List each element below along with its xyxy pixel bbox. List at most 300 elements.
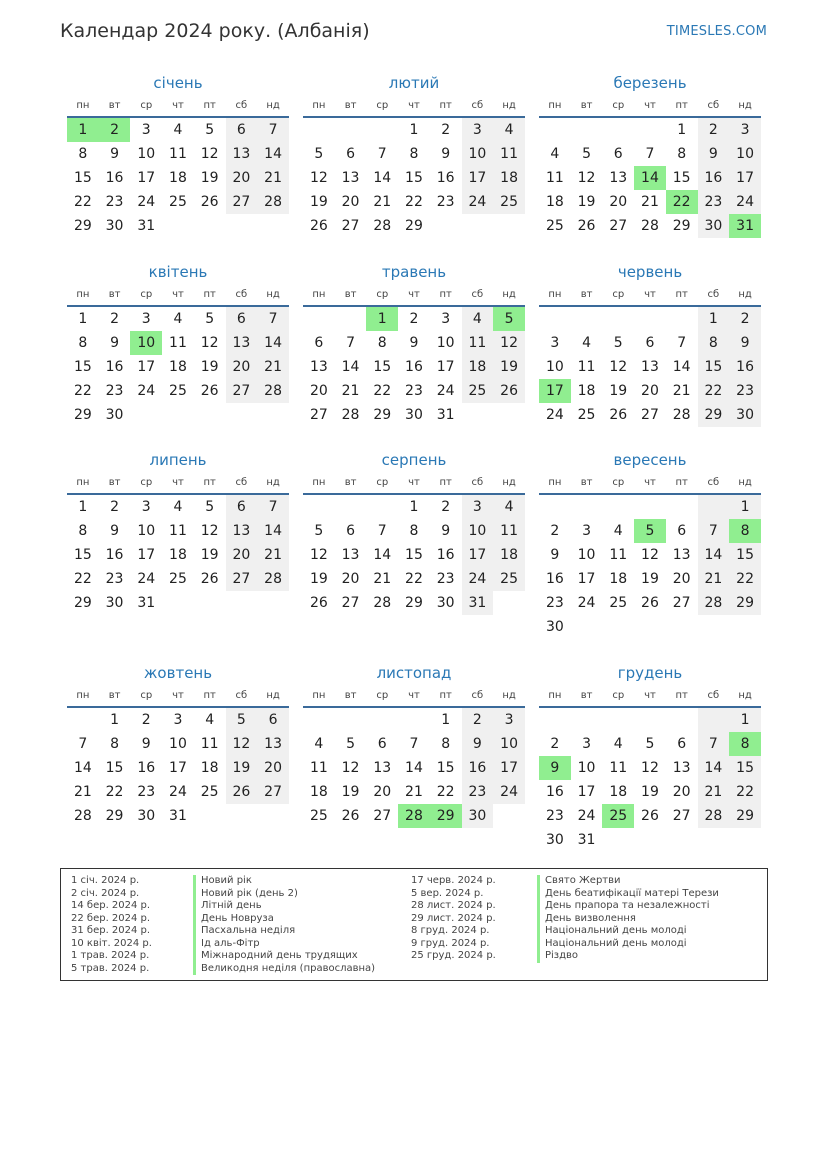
day-cell: 4 [205,712,215,728]
day-cell: 25 [309,808,328,824]
day-cell: 12 [309,547,328,563]
day-grid [303,307,525,427]
day-cell: 24 [577,808,596,824]
day-cell: 3 [141,122,151,138]
month-block [67,72,289,238]
day-cell: 26 [341,808,360,824]
day-cell: 31 [137,218,156,234]
day-cell: 1 [698,307,730,331]
day-cell: 15 [373,359,392,375]
legend-date: 14 бер. 2024 р. [71,900,151,911]
weekday-label: нд [266,689,280,701]
day-cell: 9 [462,732,494,756]
legend-date: 1 трав. 2024 р. [71,950,150,961]
day-cell: 12 [341,760,360,776]
legend-holiday-name: День Новруза [193,913,375,926]
day-cell: 10 [137,523,156,539]
weekday-label: пт [675,476,688,488]
day-cell: 14 [257,331,289,355]
day-cell: 1 [78,311,88,327]
day-cell: 6 [677,736,687,752]
holiday-day-cell: 31 [729,214,761,238]
day-cell: 17 [577,784,596,800]
day-cell: 4 [462,307,494,331]
day-cell: 16 [436,170,455,186]
day-cell: 28 [373,218,392,234]
month-name: листопад [376,664,452,682]
day-cell: 13 [672,547,691,563]
day-cell: 6 [257,708,289,732]
day-cell: 30 [105,595,124,611]
day-cell: 2 [550,736,560,752]
day-cell: 4 [582,335,592,351]
month-name: грудень [617,664,683,682]
day-cell: 8 [409,523,419,539]
day-cell: 4 [613,523,623,539]
weekday-label: ср [612,288,625,300]
day-cell: 21 [373,571,392,587]
day-cell: 12 [641,547,659,563]
day-cell: 24 [462,190,494,214]
day-cell: 30 [405,407,423,423]
day-cell: 24 [137,194,156,210]
day-cell: 23 [105,571,124,587]
weekday-label: нд [502,476,516,488]
day-cell: 21 [405,784,423,800]
weekday-label: чт [408,99,420,111]
day-cell: 19 [609,383,628,399]
weekday-label: вт [580,476,593,488]
day-cell: 4 [493,495,525,519]
day-cell: 25 [169,383,187,399]
day-cell: 28 [698,591,730,615]
weekday-label: вт [344,288,357,300]
weekday-header [303,283,525,307]
weekday-header [303,94,525,118]
legend-holiday-name: Новий рік (день 2) [193,888,375,901]
day-cell: 2 [141,712,151,728]
day-cell: 13 [341,547,360,563]
day-cell: 14 [257,519,289,543]
day-cell: 24 [137,383,156,399]
weekday-label: пт [675,99,688,111]
day-cell: 25 [609,595,628,611]
legend-holiday-name: Великодня неділя (православна) [193,963,375,976]
day-cell: 28 [257,567,289,591]
day-cell: 26 [200,194,219,210]
day-cell: 11 [609,547,628,563]
day-cell: 23 [105,194,124,210]
holiday-day-cell: 8 [729,732,761,756]
empty-cell [303,708,335,732]
legend-date: 29 лист. 2024 р. [411,912,496,924]
day-cell: 9 [441,146,451,162]
empty-cell [666,307,698,331]
weekday-label: нд [502,689,516,701]
weekday-label: нд [266,99,280,111]
day-cell: 7 [698,519,730,543]
page-title: Календар 2024 року. (Албанія) [60,20,370,42]
weekday-label: чт [644,689,656,701]
legend-date: 8 груд. 2024 р. [411,925,490,936]
day-cell: 23 [436,194,455,210]
day-cell: 31 [577,832,596,848]
empty-cell [335,708,367,732]
day-cell: 10 [577,547,596,563]
day-cell: 21 [698,567,730,591]
empty-cell [571,708,603,732]
day-cell: 17 [137,359,156,375]
empty-cell [335,118,367,142]
day-cell: 13 [309,359,328,375]
day-cell: 14 [373,547,392,563]
day-cell: 17 [436,359,455,375]
day-cell: 12 [200,146,219,162]
empty-cell [67,708,99,732]
day-cell: 9 [441,523,451,539]
month-name: жовтень [143,664,213,682]
legend-holiday-name: День беатифікації матері Терези [537,888,719,901]
weekday-label: пт [439,689,452,701]
weekday-label: сб [471,99,484,111]
day-cell: 6 [226,495,258,519]
day-cell: 5 [645,736,655,752]
day-cell: 18 [169,547,187,563]
weekday-header [539,283,761,307]
day-cell: 23 [405,383,423,399]
weekday-header [539,684,761,708]
day-cell: 10 [577,760,596,776]
day-cell: 27 [373,808,392,824]
day-cell: 17 [169,760,187,776]
day-cell: 13 [226,331,258,355]
weekday-label: нд [738,99,752,111]
day-cell: 9 [550,547,560,563]
legend-holiday-name: Літній день [193,900,375,913]
weekday-label: вт [344,99,357,111]
day-cell: 26 [609,407,628,423]
day-cell: 23 [105,383,124,399]
day-cell: 5 [314,523,324,539]
day-cell: 15 [698,355,730,379]
day-cell: 10 [729,142,761,166]
legend-holiday-name: День визволення [537,913,719,926]
day-cell: 22 [436,784,455,800]
day-cell: 17 [729,166,761,190]
day-cell: 14 [373,170,392,186]
weekday-label: пн [76,99,90,111]
weekday-label: пт [203,476,216,488]
legend-holiday-name: День прапора та незалежності [537,900,719,913]
day-cell: 9 [110,146,120,162]
weekday-label: чт [408,288,420,300]
legend-date: 5 трав. 2024 р. [71,962,150,974]
day-cell: 23 [462,780,494,804]
month-block [67,662,289,828]
day-cell: 11 [169,146,187,162]
day-cell: 2 [110,311,120,327]
weekday-label: ср [140,689,153,701]
day-cell: 8 [441,736,451,752]
weekday-label: вт [580,689,593,701]
holiday-day-cell: 5 [634,519,666,543]
day-cell: 7 [409,736,419,752]
empty-cell [539,495,571,519]
weekday-label: чт [172,99,184,111]
legend-holiday-name: Пасхальна неділя [193,925,375,938]
weekday-label: нд [266,288,280,300]
day-cell: 25 [577,407,596,423]
weekday-label: пн [312,288,326,300]
day-cell: 28 [641,218,659,234]
day-cell: 5 [613,335,623,351]
empty-cell [634,708,666,732]
weekday-label: вт [108,689,121,701]
day-cell: 11 [462,331,494,355]
day-cell: 3 [550,335,560,351]
holiday-day-cell: 29 [430,804,462,828]
day-cell: 27 [341,218,360,234]
day-cell: 13 [672,760,691,776]
day-cell: 29 [73,218,92,234]
weekday-label: нд [738,689,752,701]
day-cell: 11 [493,519,525,543]
day-cell: 6 [613,146,623,162]
holiday-day-cell: 10 [130,331,162,355]
day-cell: 18 [545,194,564,210]
day-cell: 21 [698,780,730,804]
weekday-label: нд [266,476,280,488]
day-cell: 7 [257,307,289,331]
day-cell: 17 [577,571,596,587]
day-cell: 19 [200,547,219,563]
day-cell: 20 [226,355,258,379]
day-cell: 16 [137,760,156,776]
day-grid [539,708,761,852]
weekday-label: пн [548,476,562,488]
month-name: вересень [613,451,687,469]
day-cell: 3 [582,523,592,539]
day-cell: 26 [200,571,219,587]
month-block [303,72,525,238]
day-cell: 14 [672,359,691,375]
weekday-label: чт [172,288,184,300]
day-cell: 28 [698,804,730,828]
day-cell: 21 [373,194,392,210]
day-cell: 18 [169,359,187,375]
day-cell: 27 [672,595,691,611]
day-cell: 16 [545,784,564,800]
day-cell: 11 [577,359,596,375]
day-cell: 6 [226,118,258,142]
weekday-label: ср [376,99,389,111]
day-cell: 10 [137,146,156,162]
weekday-label: пн [548,689,562,701]
day-cell: 2 [441,499,451,515]
day-cell: 30 [545,832,564,848]
day-cell: 10 [436,335,455,351]
month-name: липень [149,451,207,469]
day-cell: 26 [641,808,659,824]
day-cell: 20 [226,543,258,567]
day-cell: 3 [441,311,451,327]
day-cell: 29 [105,808,124,824]
day-cell: 13 [226,142,258,166]
holiday-day-cell: 22 [666,190,698,214]
legend-date: 1 січ. 2024 р. [71,875,140,886]
day-cell: 29 [373,407,392,423]
day-cell: 13 [641,359,659,375]
day-cell: 3 [493,708,525,732]
day-cell: 22 [405,194,423,210]
day-cell: 22 [373,383,392,399]
day-cell: 28 [373,595,392,611]
day-cell: 18 [200,760,219,776]
day-cell: 17 [462,543,494,567]
day-cell: 19 [493,355,525,379]
day-cell: 20 [672,571,691,587]
legend-date: 22 бер. 2024 р. [71,912,151,924]
day-cell: 15 [73,547,92,563]
day-grid [67,708,289,828]
day-cell: 10 [462,142,494,166]
day-cell: 13 [609,170,628,186]
day-cell: 18 [493,166,525,190]
day-cell: 19 [641,571,659,587]
day-cell: 9 [110,335,120,351]
day-cell: 24 [436,383,455,399]
weekday-label: ср [140,288,153,300]
day-cell: 27 [341,595,360,611]
weekday-label: вт [108,476,121,488]
day-cell: 31 [462,591,494,615]
day-cell: 24 [462,567,494,591]
month-block [539,261,761,427]
weekday-label: сб [235,288,248,300]
weekday-label: ср [612,99,625,111]
empty-cell [366,708,398,732]
day-cell: 27 [226,567,258,591]
day-cell: 27 [609,218,628,234]
weekday-label: вт [344,476,357,488]
day-cell: 8 [78,335,88,351]
day-cell: 1 [409,499,419,515]
legend-date: 31 бер. 2024 р. [71,925,151,936]
day-cell: 26 [226,780,258,804]
day-cell: 19 [200,359,219,375]
weekday-label: ср [612,476,625,488]
month-block [539,72,761,238]
weekday-label: пт [203,99,216,111]
day-cell: 23 [698,190,730,214]
day-grid [67,307,289,427]
month-block [303,662,525,828]
day-cell: 30 [137,808,156,824]
day-cell: 2 [441,122,451,138]
empty-cell [539,708,571,732]
day-cell: 28 [257,379,289,403]
weekday-label: пн [548,99,562,111]
day-cell: 19 [641,784,659,800]
day-cell: 18 [609,571,628,587]
month-block [303,261,525,427]
month-block [67,261,289,427]
day-cell: 19 [309,194,328,210]
day-cell: 21 [257,543,289,567]
day-cell: 18 [169,170,187,186]
day-cell: 20 [309,383,328,399]
day-cell: 26 [577,218,596,234]
day-cell: 4 [173,122,183,138]
legend-holiday-name: Національний день молоді [537,938,719,951]
day-cell: 5 [314,146,324,162]
legend-date: 17 черв. 2024 р. [411,875,496,886]
day-cell: 9 [141,736,151,752]
holiday-day-cell: 17 [539,379,571,403]
legend-date: 28 лист. 2024 р. [411,900,496,911]
day-cell: 8 [677,146,687,162]
day-cell: 14 [698,543,730,567]
day-cell: 15 [436,760,455,776]
day-cell: 3 [141,499,151,515]
day-cell: 25 [493,567,525,591]
day-cell: 3 [462,118,494,142]
day-cell: 25 [545,218,564,234]
day-cell: 25 [493,190,525,214]
day-cell: 15 [105,760,124,776]
day-cell: 23 [436,571,455,587]
holiday-day-cell: 9 [539,756,571,780]
day-cell: 24 [137,571,156,587]
holiday-day-cell: 2 [99,118,131,142]
day-grid [539,307,761,427]
holiday-day-cell: 25 [602,804,634,828]
weekday-label: сб [235,99,248,111]
day-cell: 28 [672,407,691,423]
day-cell: 14 [257,142,289,166]
empty-cell [602,495,634,519]
day-cell: 22 [729,780,761,804]
day-cell: 21 [341,383,360,399]
site-link[interactable]: TIMESLES.COM [666,24,767,39]
day-cell: 8 [110,736,120,752]
day-grid [539,495,761,639]
weekday-label: сб [707,689,720,701]
day-cell: 12 [493,331,525,355]
day-cell: 12 [200,335,219,351]
day-cell: 27 [226,190,258,214]
day-cell: 11 [169,335,187,351]
day-cell: 15 [672,170,691,186]
day-cell: 29 [729,591,761,615]
legend-date: 9 груд. 2024 р. [411,937,490,949]
weekday-header [303,471,525,495]
weekday-header [67,283,289,307]
day-cell: 24 [493,780,525,804]
day-cell: 12 [226,732,258,756]
day-cell: 16 [729,355,761,379]
day-cell: 27 [257,780,289,804]
day-cell: 18 [493,543,525,567]
day-cell: 30 [698,214,730,238]
day-cell: 17 [137,547,156,563]
holiday-day-cell: 1 [67,118,99,142]
day-cell: 12 [309,170,328,186]
day-cell: 7 [257,495,289,519]
holiday-day-cell: 28 [398,804,430,828]
day-cell: 3 [462,495,494,519]
day-cell: 7 [257,118,289,142]
